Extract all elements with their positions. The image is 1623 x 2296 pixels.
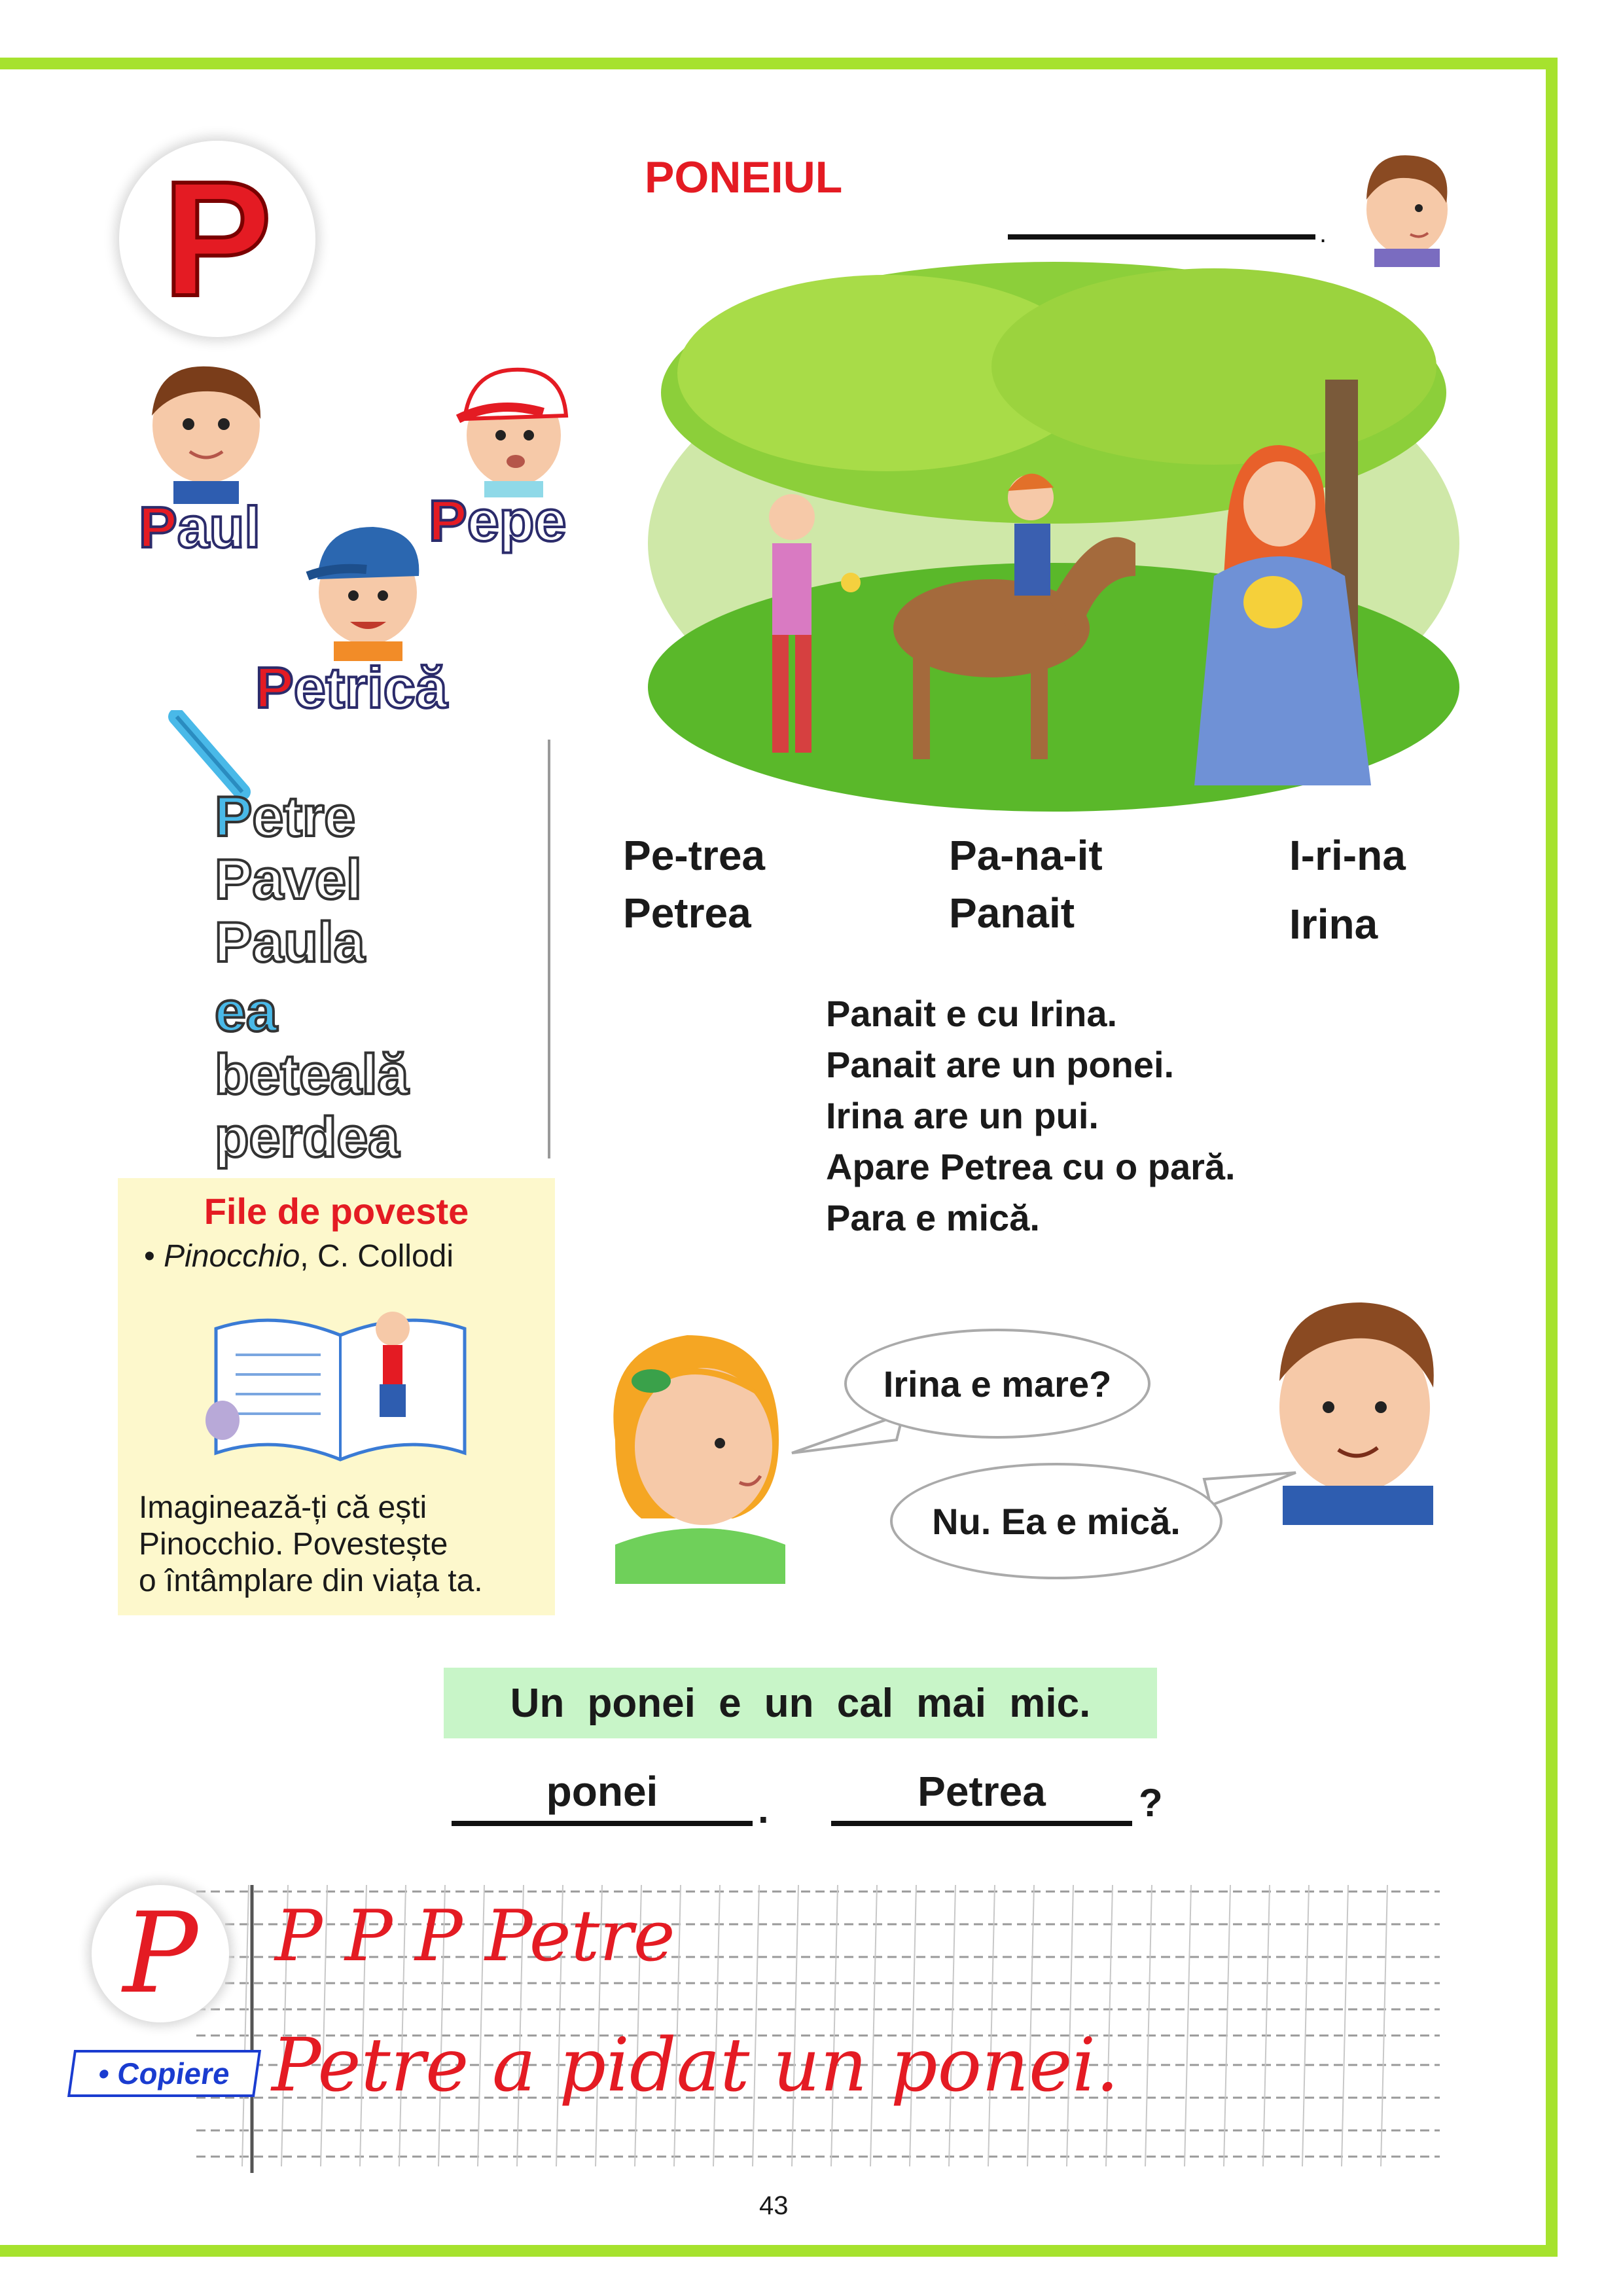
syllable-word-2: Panait — [949, 889, 1075, 937]
syllable-split-2: Pa-na-it — [949, 832, 1103, 879]
title-blank-dot: . — [1319, 219, 1327, 248]
letter-badge — [119, 141, 315, 337]
handwriting-line-2: Petre a pidat un ponei. — [272, 2023, 1119, 2108]
petrica-illustration — [294, 511, 445, 661]
syllable-split-1: Pe-trea — [623, 832, 765, 879]
cursive-letter-badge — [92, 1885, 229, 2022]
word-list-item: Paula — [215, 911, 365, 974]
blank-word-2: Petrea — [918, 1768, 1046, 1815]
speech-bubble-question: Irina e mare? — [844, 1329, 1150, 1439]
girl-head-illustration — [589, 1309, 805, 1584]
page-frame-top — [0, 58, 1558, 69]
kid-name-pepe: Pepe — [429, 488, 567, 553]
syllable-split-3: I-ri-na — [1289, 832, 1406, 879]
word-list-item: Pavel — [215, 848, 362, 911]
open-book-illustration — [196, 1289, 484, 1479]
handwriting-line-1: P P P Petre — [275, 1895, 675, 1977]
reading-line: Irina are un pui. — [826, 1095, 1099, 1136]
highlight-sentence: Un ponei e un cal mai mic. — [444, 1668, 1157, 1738]
syllable-word-1: Petrea — [623, 889, 751, 937]
story-files-prompt: Imaginează-ți că ești Pinocchio. Povestește o întâmplare din viața ta. — [139, 1490, 483, 1598]
word-list-item: Petre — [215, 785, 356, 848]
word-list — [215, 785, 409, 1169]
copy-label: • Copiere — [67, 2050, 261, 2097]
letter-badge-text: P — [162, 147, 272, 330]
paul-illustration — [137, 353, 275, 504]
blank-word-1: ponei — [546, 1768, 658, 1815]
page-frame-right — [1546, 58, 1558, 2257]
kid-name-petrica: Petrică — [255, 655, 448, 720]
story-files-title: File de poveste — [204, 1191, 469, 1232]
reading-line: Panait are un ponei. — [826, 1044, 1175, 1085]
speech-bubble-answer: Nu. Ea e mică. — [890, 1463, 1222, 1579]
reading-line: Apare Petrea cu o pară. — [826, 1146, 1236, 1187]
scene-illustration — [625, 262, 1482, 825]
blank-end-1: . — [758, 1787, 769, 1831]
cursive-letter: P — [122, 1889, 198, 2018]
story-files-box — [118, 1178, 555, 1615]
reading-text — [826, 988, 1236, 1244]
kid-name-paul: Paul — [139, 495, 260, 560]
column-divider — [548, 740, 550, 1158]
syllable-word-3: Irina — [1289, 901, 1378, 948]
page-frame-bottom — [0, 2245, 1558, 2257]
blank-line-2[interactable] — [831, 1821, 1132, 1826]
page-number: 43 — [759, 2191, 789, 2220]
word-list-item: perdea — [215, 1106, 400, 1169]
page-title: PONEIUL — [645, 152, 843, 202]
title-blank-line — [1008, 234, 1315, 240]
blank-line-1[interactable] — [452, 1821, 753, 1826]
blank-end-2: ? — [1139, 1781, 1163, 1825]
reading-line: Para e mică. — [826, 1197, 1040, 1238]
story-files-author: • Pinocchio, C. Collodi — [144, 1239, 454, 1274]
word-list-item: ea — [215, 980, 277, 1043]
reading-line: Panait e cu Irina. — [826, 993, 1118, 1034]
word-list-item: beteală — [215, 1043, 409, 1106]
boy-head-illustration — [1348, 137, 1466, 268]
pepe-illustration — [445, 353, 582, 497]
